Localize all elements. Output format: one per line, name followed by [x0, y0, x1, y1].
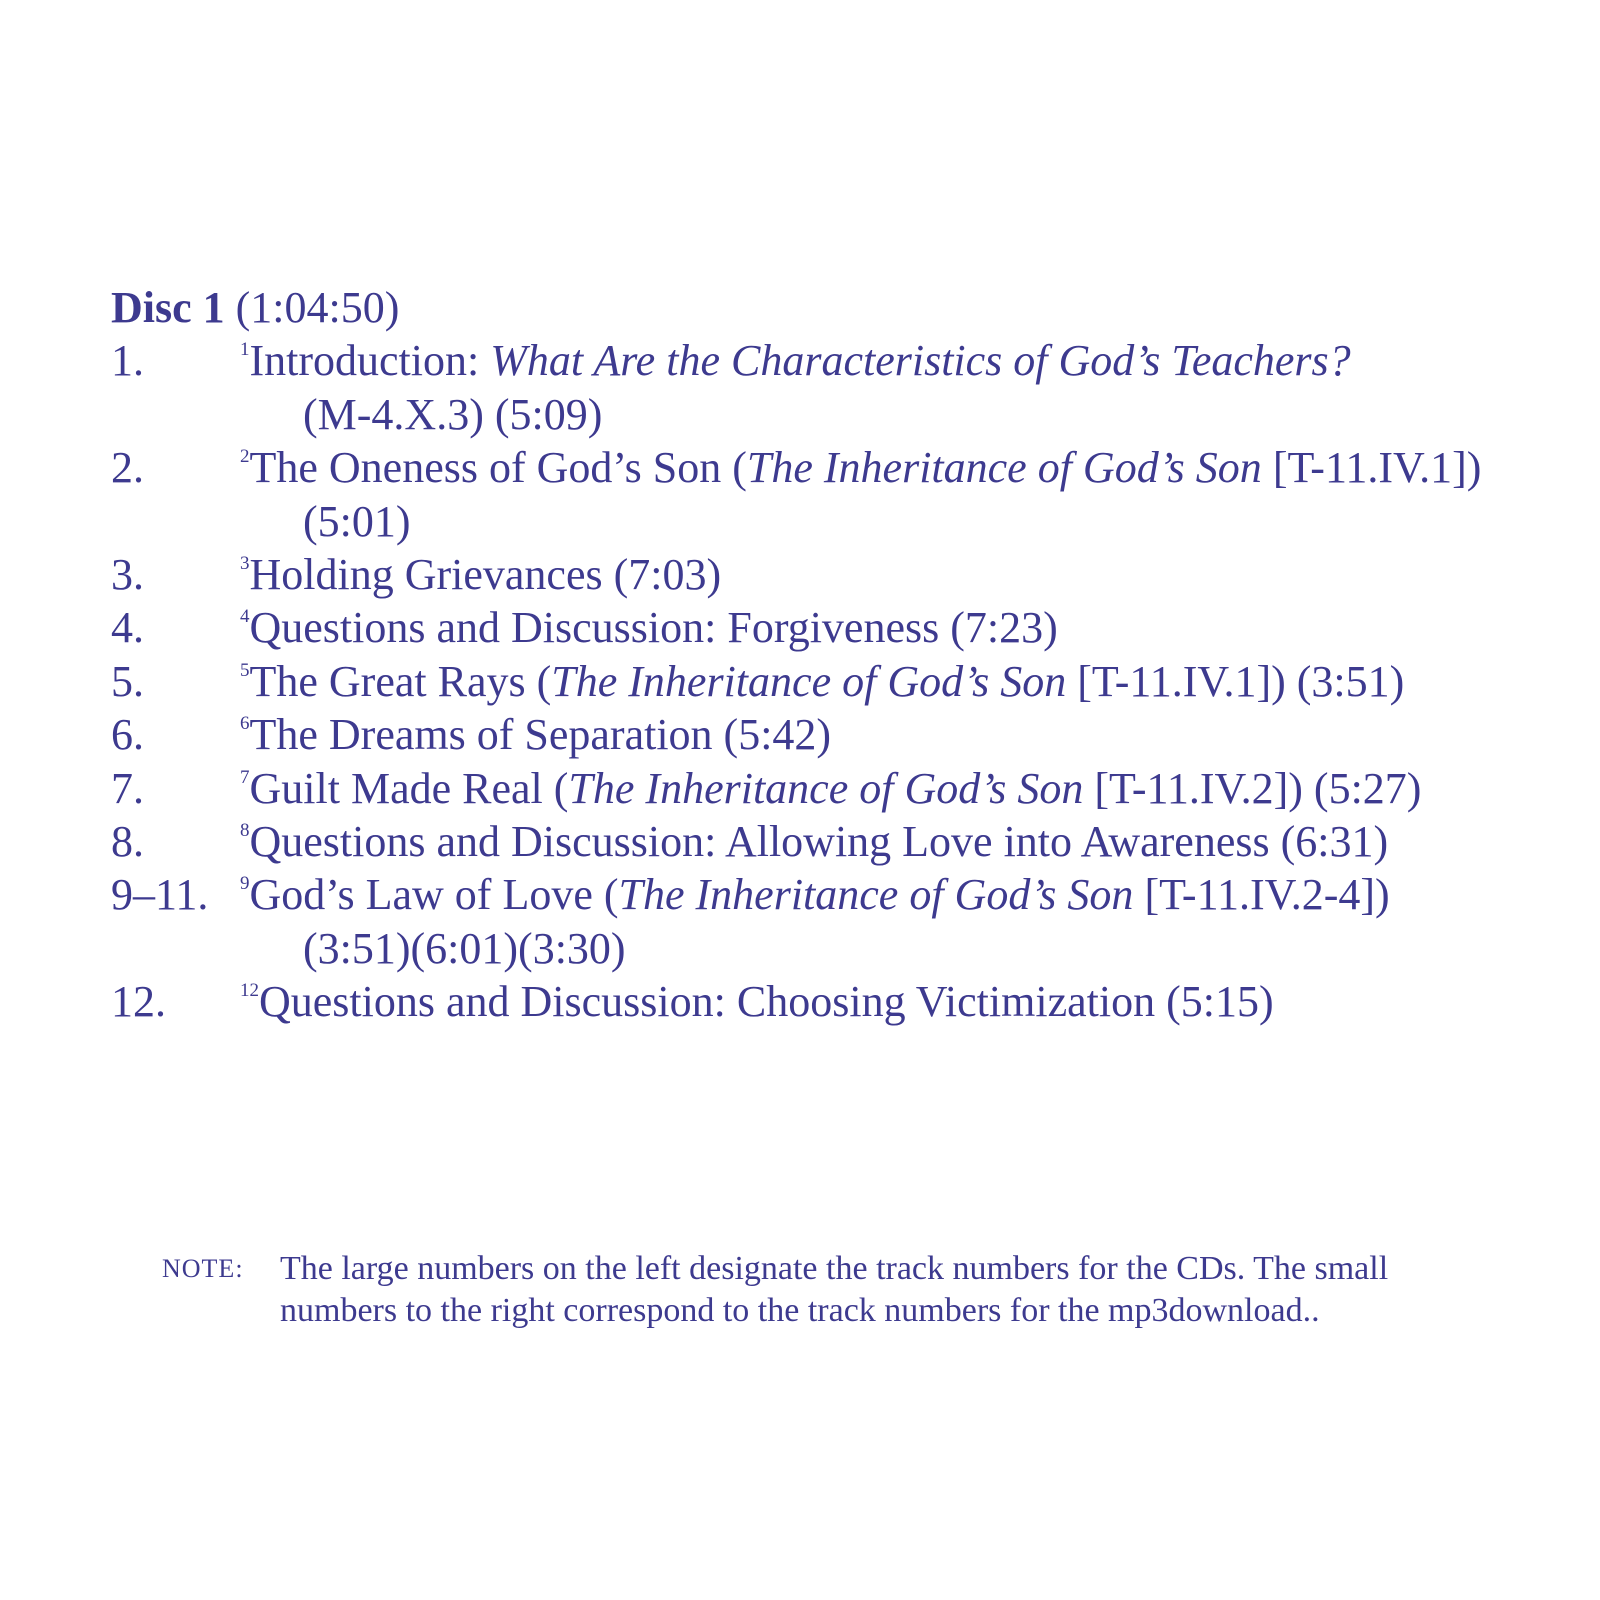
track-title-part: The Great Rays (: [249, 656, 552, 706]
track-title-part: [T-11.IV.2-4]): [1133, 870, 1390, 920]
track-title-part: Questions and Discussion: Choosing Victimization (5:15): [259, 977, 1274, 1027]
track-row: [111, 708, 1581, 761]
track-continuation: (3:51)(6:01)(3:30): [303, 923, 626, 973]
disc-duration: (1:04:50): [235, 283, 400, 332]
track-body: [240, 441, 1481, 548]
track-row: [111, 548, 1581, 601]
note-label: NOTE:: [162, 1254, 244, 1283]
note-text: [280, 1248, 1480, 1332]
track-number: 8.: [111, 817, 144, 867]
track-title-part: The Oneness of God’s Son (: [249, 443, 747, 493]
track-row: [111, 975, 1581, 1028]
track-title-italic: The Inheritance of God’s Son: [551, 656, 1067, 706]
track-body: [240, 334, 1351, 441]
disc-header: [111, 281, 1581, 334]
track-title-part: Introduction:: [249, 336, 491, 386]
track-row: [111, 868, 1581, 975]
track-title-part: God’s Law of Love (: [249, 870, 619, 920]
track-body: [240, 708, 831, 761]
track-title-italic: What Are the Characteristics of God’s Teachers?: [490, 336, 1351, 386]
track-number: 4.: [111, 603, 144, 653]
track-continuation: (5:01): [303, 496, 411, 546]
mp3-track-number: 9: [240, 873, 250, 895]
track-row: [111, 762, 1581, 815]
track-title-part: [T-11.IV.1]): [1261, 443, 1482, 493]
track-body: [240, 975, 1274, 1028]
track-number: 5.: [111, 656, 144, 706]
track-continuation: (M-4.X.3) (5:09): [303, 389, 603, 439]
track-number: 9–11.: [111, 870, 209, 920]
track-row: [111, 655, 1581, 708]
track-number: 6.: [111, 710, 144, 760]
track-number: 12.: [111, 977, 166, 1027]
track-number: 3.: [111, 550, 144, 600]
track-title-part: Questions and Discussion: Forgiveness (7:23): [249, 603, 1058, 653]
track-title-part: [T-11.IV.1]) (3:51): [1066, 656, 1405, 706]
track-number: 2.: [111, 443, 144, 493]
track-title-part: The Dreams of Separation (5:42): [249, 710, 832, 760]
note-line: The large numbers on the left designate the track numbers for the CDs. The small: [280, 1250, 1389, 1287]
track-row: [111, 601, 1581, 654]
track-body: [240, 762, 1421, 815]
track-title-italic: The Inheritance of God’s Son: [618, 870, 1134, 920]
track-title-part: [T-11.IV.2]) (5:27): [1083, 763, 1422, 813]
mp3-track-number: 1: [240, 339, 250, 361]
track-number: 7.: [111, 763, 144, 813]
disc-label: Disc 1: [111, 283, 225, 332]
track-title-italic: The Inheritance of God’s Son: [746, 443, 1262, 493]
track-body: [240, 815, 1388, 868]
track-title-italic: The Inheritance of God’s Son: [568, 763, 1084, 813]
track-title-part: Questions and Discussion: Allowing Love into Awareness (6:31): [249, 817, 1389, 867]
mp3-track-number: 5: [240, 659, 250, 681]
mp3-track-number: 8: [240, 820, 250, 842]
note-line: numbers to the right correspond to the track numbers for the mp3download..: [280, 1292, 1320, 1329]
mp3-track-number: 6: [240, 713, 250, 735]
mp3-track-number: 2: [240, 446, 250, 468]
track-title-part: Holding Grievances (7:03): [249, 550, 722, 600]
track-body: [240, 548, 721, 601]
mp3-track-number: 7: [240, 766, 250, 788]
mp3-track-number: 12: [240, 980, 259, 1002]
track-body: [240, 655, 1404, 708]
track-row: [111, 441, 1581, 548]
track-list: [111, 281, 1581, 1029]
track-number: 1.: [111, 336, 144, 386]
track-row: [111, 334, 1581, 441]
track-body: [240, 601, 1058, 654]
track-body: [240, 868, 1390, 975]
track-row: [111, 815, 1581, 868]
mp3-track-number: 3: [240, 553, 250, 575]
mp3-track-number: 4: [240, 606, 250, 628]
track-title-part: Guilt Made Real (: [249, 763, 569, 813]
